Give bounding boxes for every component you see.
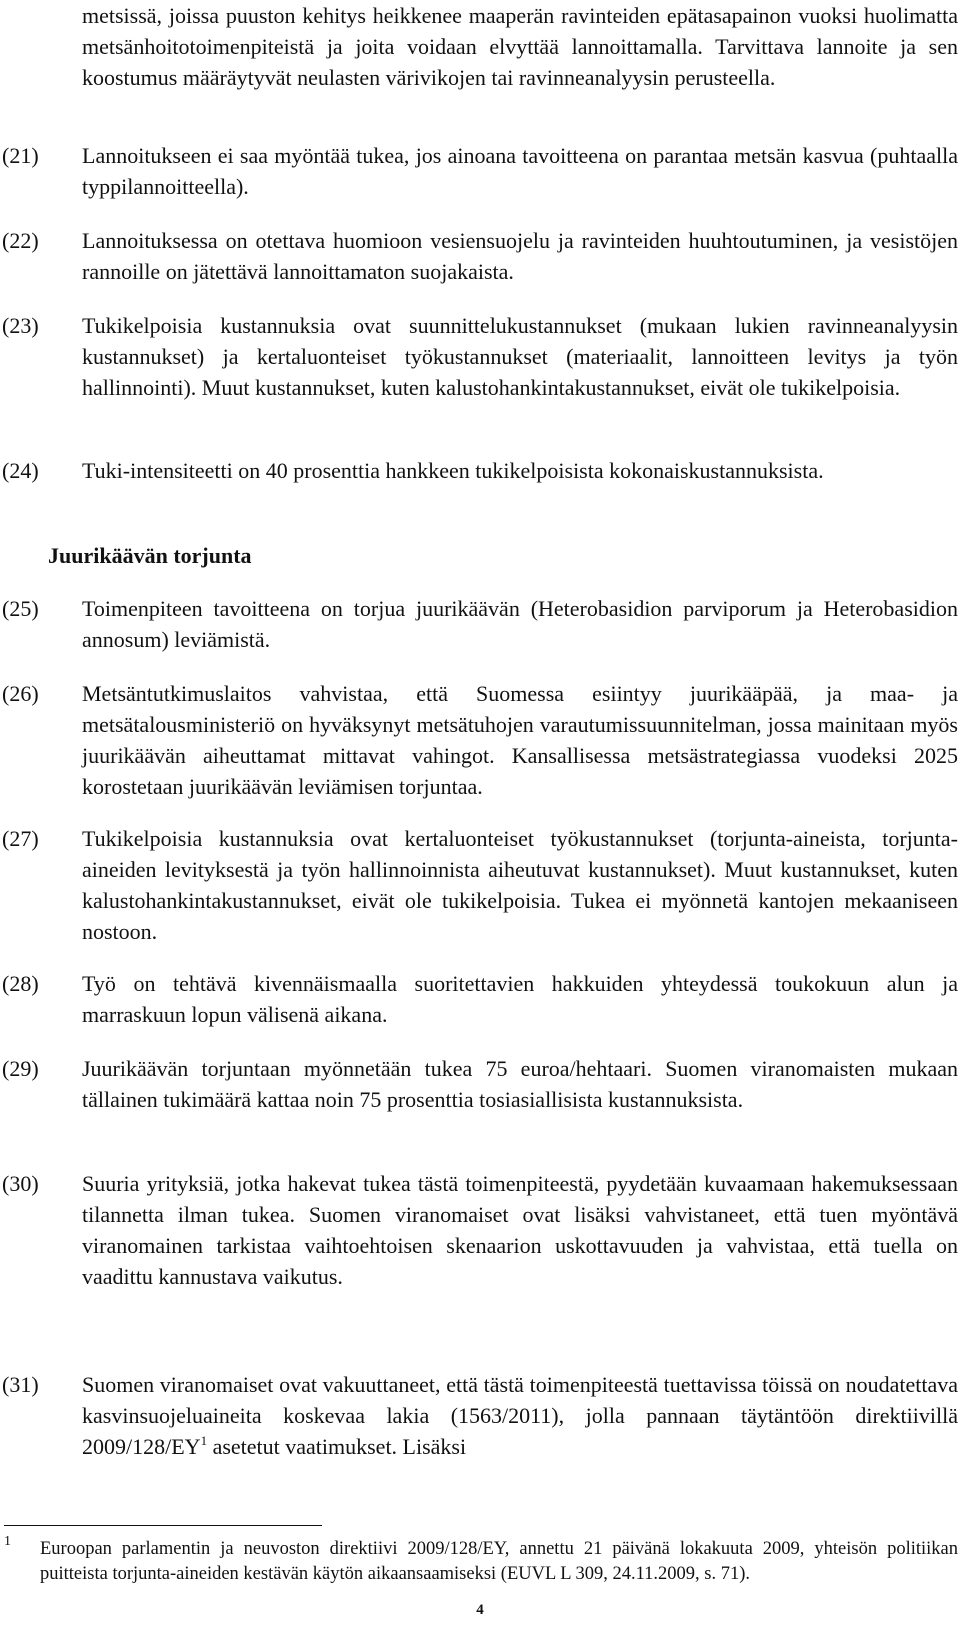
paragraph-21: Lannoitukseen ei saa myöntää tukea, jos ainoana tavoitteena on parantaa metsän kasvua (puhtaalla typpilannoitteella). bbox=[82, 143, 958, 199]
paragraph-29: Juurikäävän torjuntaan myönnetään tukea 75 euroa/hehtaari. Suomen viranomaisten mukaan tällainen tukimäärä kattaa noin 75 prosenttia tosiasiallisista kustannuksista. bbox=[82, 1056, 958, 1112]
paragraph-number-21: (21) bbox=[2, 143, 39, 168]
paragraph-number-25: (25) bbox=[2, 596, 39, 621]
paragraph-number-24: (24) bbox=[2, 458, 39, 483]
paragraph-number-29: (29) bbox=[2, 1056, 39, 1081]
footnote-mark: 1 bbox=[4, 1534, 11, 1549]
paragraph-26: Metsäntutkimuslaitos vahvistaa, että Suomessa esiintyy juurikääpää, ja maa- ja metsätalousministeriö on hyväksynyt metsätuhojen varautumissuunnitelman, jossa mainitaan myös juurikäävän aiheuttamat mittavat vahingot. Kansallisessa metsästrategiassa vuodeksi 2025 korostetaan juurikäävän leviämisen torjuntaa. bbox=[82, 681, 958, 799]
paragraph-number-31: (31) bbox=[2, 1372, 39, 1397]
paragraph-number-23: (23) bbox=[2, 313, 39, 338]
paragraph-23: Tukikelpoisia kustannuksia ovat suunnittelukustannukset (mukaan lukien ravinneanalyysin kustannukset) ja kertaluonteiset työkustannukset (materiaalit, lannoitteen levitys ja työn hallinnointi). Muut kustannukset, kuten kalustohankintakustannukset, eivät ole tukikelpoisia. bbox=[82, 313, 958, 400]
paragraph-24: Tuki-intensiteetti on 40 prosenttia hankkeen tukikelpoisista kokonaiskustannuksista. bbox=[82, 458, 824, 483]
paragraph-30: Suuria yrityksiä, jotka hakevat tukea tästä toimenpiteestä, pyydetään kuvaamaan hakemuksessaan tilannetta ilman tukea. Suomen viranomaiset ovat lisäksi vahvistaneet, että tuen myöntävä viranomainen tarkistaa vaihtoehtoisen skenaarion uskottavuuden ja vahvistaa, että tuella on vaadittu kannustava vaikutus. bbox=[82, 1171, 958, 1289]
paragraph-31 bbox=[82, 1369, 958, 1462]
paragraph-28: Työ on tehtävä kivennäismaalla suoritettavien hakkuiden yhteydessä toukokuun alun ja marraskuun lopun välisenä aikana. bbox=[82, 971, 958, 1027]
continuation-paragraph: metsissä, joissa puuston kehitys heikkenee maaperän ravinteiden epätasapainon vuoksi huolimatta metsänhoitotoimenpiteistä ja joita voidaan elvyttää lannoittamalla. Tarvittava lannoite ja sen koostumus määräytyvät neulasten värivikojen tai ravinneanalyysin perusteella. bbox=[82, 3, 958, 90]
footnote-reference: 1 bbox=[200, 1433, 208, 1448]
paragraph-31-text: Suomen viranomaiset ovat vakuuttaneet, että tästä toimenpiteestä tuettavissa töissä on noudatettava kasvinsuojeluaineita koskevaa lakia (1563/2011), jolla pannaan täytäntöön direktiivillä 2009/128/EY bbox=[82, 1372, 958, 1459]
paragraph-number-30: (30) bbox=[2, 1171, 39, 1196]
section-heading: Juurikäävän torjunta bbox=[48, 543, 252, 568]
paragraph-number-28: (28) bbox=[2, 971, 39, 996]
paragraph-22: Lannoituksessa on otettava huomioon vesiensuojelu ja ravinteiden huuhtoutuminen, ja vesistöjen rannoille on jätettävä lannoittamaton suojakaista. bbox=[82, 228, 958, 284]
paragraph-number-26: (26) bbox=[2, 681, 39, 706]
paragraph-number-27: (27) bbox=[2, 826, 39, 851]
paragraph-number-22: (22) bbox=[2, 228, 39, 253]
paragraph-27: Tukikelpoisia kustannuksia ovat kertaluonteiset työkustannukset (torjunta-aineista, torjunta-aineiden levityksestä ja työn hallinnoinnista aiheutuvat kustannukset). Muut kustannukset, kuten kalustohankintakustannukset, eivät ole tukikelpoisia. Tukea ei myönnetä kantojen mekaaniseen nostoon. bbox=[82, 826, 958, 944]
paragraph-31-text-continued: asetetut vaatimukset. Lisäksi bbox=[207, 1434, 467, 1459]
paragraph-25: Toimenpiteen tavoitteena on torjua juurikäävän (Heterobasidion parviporum ja Heterobasidion annosum) leviämistä. bbox=[82, 596, 958, 652]
footnote-separator bbox=[4, 1525, 322, 1526]
footnote-text: Euroopan parlamentin ja neuvoston direktiivi 2009/128/EY, annettu 21 päivänä lokakuuta 2009, yhteisön politiikan puitteista torjunta-aineiden kestävän käytön aikaansaamiseksi (EUVL L 309, 24.11.2009, s. 71). bbox=[40, 1539, 958, 1584]
page-number: 4 bbox=[476, 1602, 484, 1618]
